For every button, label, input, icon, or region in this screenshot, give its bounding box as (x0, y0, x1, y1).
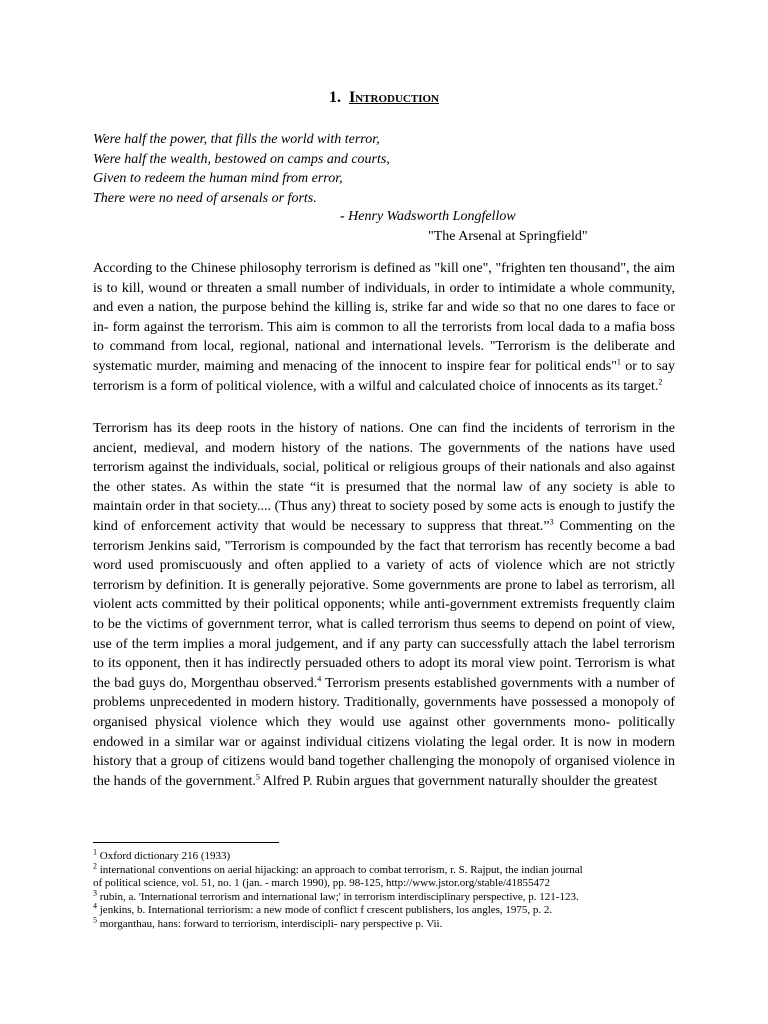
footnote-text: Oxford dictionary 216 (1933) (97, 850, 231, 862)
footnote-ref[interactable]: 2 (658, 376, 663, 386)
paragraph-text: Terrorism has its deep roots in the history of nations. One can find the incidents of terrorism in the ancient, medieval, and modern history of the nations. The governments of the nations have used terrorism against the individuals, social, political or religious groups of their nationals and also against the other states. As within the state “it is presumed that the normal law of any society is able to maintain order in that society.... (Thus any) threat to society posed by some acts is enough to justify the kind of enforcement activity that would be necessary to suppress that threat.” (93, 421, 675, 534)
footnote-number: 4 (93, 901, 97, 911)
section-number: 1. (329, 89, 342, 106)
footnote-number: 3 (93, 887, 97, 897)
author-name: Henry Wadsworth Longfellow (348, 209, 516, 224)
footnote (93, 901, 693, 918)
footnote-text: morganthau, hans: forward to terriorism, interdiscipli- nary perspective p. Vii. (97, 917, 443, 930)
footnote-ref[interactable]: 1 (616, 357, 621, 367)
footnote-ref[interactable]: 3 (549, 517, 554, 527)
footnote-number: 2 (93, 860, 97, 870)
footnote-ref[interactable]: 4 (317, 674, 322, 684)
poem-line: There were no need of arsenals or forts. (93, 190, 317, 206)
poem-line: Were half the wealth, bestowed on camps and courts, (93, 151, 390, 167)
paragraph-text: Terrorism presents established governments with a number of problems unprecedented in modern history. Traditionally, governments have possessed a monopoly of organised physical violence which they would use against other governments mono- politically endowed in a similar war or against individual citizens violating the legal order. It is now in modern history that a group of citizens would band together challenging the monopoly of organised violence in the hands of the government. (93, 675, 675, 789)
epigraph-work-title: "The Arsenal at Springfield" (428, 229, 588, 244)
poem-line: Given to redeem the human mind from error, (93, 171, 343, 186)
footnote (93, 914, 693, 932)
footnote-number: 5 (93, 914, 97, 924)
footnote-text: international conventions on aerial hijacking: an approach to combat terrorism, r. S. Rajput, the indian journal (97, 863, 583, 876)
footnote (93, 847, 693, 864)
epigraph-author (340, 209, 516, 225)
footnote (93, 887, 693, 905)
footnote-divider (93, 842, 279, 843)
epigraph-poem (93, 130, 693, 208)
paragraph-text: Alfred P. Rubin argues that government naturally shoulder the greatest (259, 773, 658, 789)
footnote-ref[interactable]: 5 (255, 772, 260, 782)
section-title: Introduction (349, 89, 439, 106)
paragraph-text: or to say terrorism is a form of political violence, with a wilful and calculated choice of innocents as its target. (93, 358, 675, 394)
paragraph-text: According to the Chinese philosophy terrorism is defined as "kill one", "frighten ten thousand", the aim is to kill, wound or threaten a small number of individuals, in order to intimidate a whole community, and even a nation, the purpose behind the killing is, strike far and wide so that no one dares to face or in- form against the terrorism. This aim is common to all the terrorists from local dada to a mafia boss to command from local, regional, national and international levels. "Terrorism is the deliberate and systematic murder, maiming and menacing of the innocent to inspire fear for political ends" (93, 261, 675, 374)
footnotes (93, 847, 693, 931)
body-paragraph (93, 259, 675, 396)
section-heading (0, 88, 768, 108)
footnote-continuation[interactable]: of political science, vol. 51, no. 1 (jan. - march 1990), pp. 98-125, http://www.jstor.org/stable/41855472 (93, 877, 551, 889)
body-paragraph (93, 419, 675, 791)
footnote-text: rubin, a. 'International terrorism and international law;' in terrorism interdisciplinary perspective, p. 121-123. (97, 890, 579, 903)
footnote (93, 860, 693, 878)
footnote-number: 1 (93, 847, 97, 857)
paragraph-text: Commenting on the terrorism Jenkins said, "Terrorism is compounded by the fact that terrorism has recently become a bad word used promiscuously and often applied to a variety of acts of violence which are not strictly terrorism by definition. It is generally pejorative. Some governments are prone to label as terrorism, all violent acts committed by their political opponents; while anti-government extremists frequently claim to be the victims of government terror, what is called terrorism thus seems to depend on point of view, use of the term implies a moral judgement, and if any party can successfully attach the label terrorism to its opponent, then it has indirectly persuaded others to adopt its moral view point. Terrorism is what the bad guys do, Morgenthau observed. (93, 518, 675, 691)
attribution-dash: - (340, 209, 345, 224)
footnote-text: jenkins, b. International terriorism: a new mode of conflict f crescent publishers, los angles, 1975, p. 2. (97, 904, 553, 916)
poem-line: Were half the power, that fills the world with terror, (93, 132, 380, 147)
